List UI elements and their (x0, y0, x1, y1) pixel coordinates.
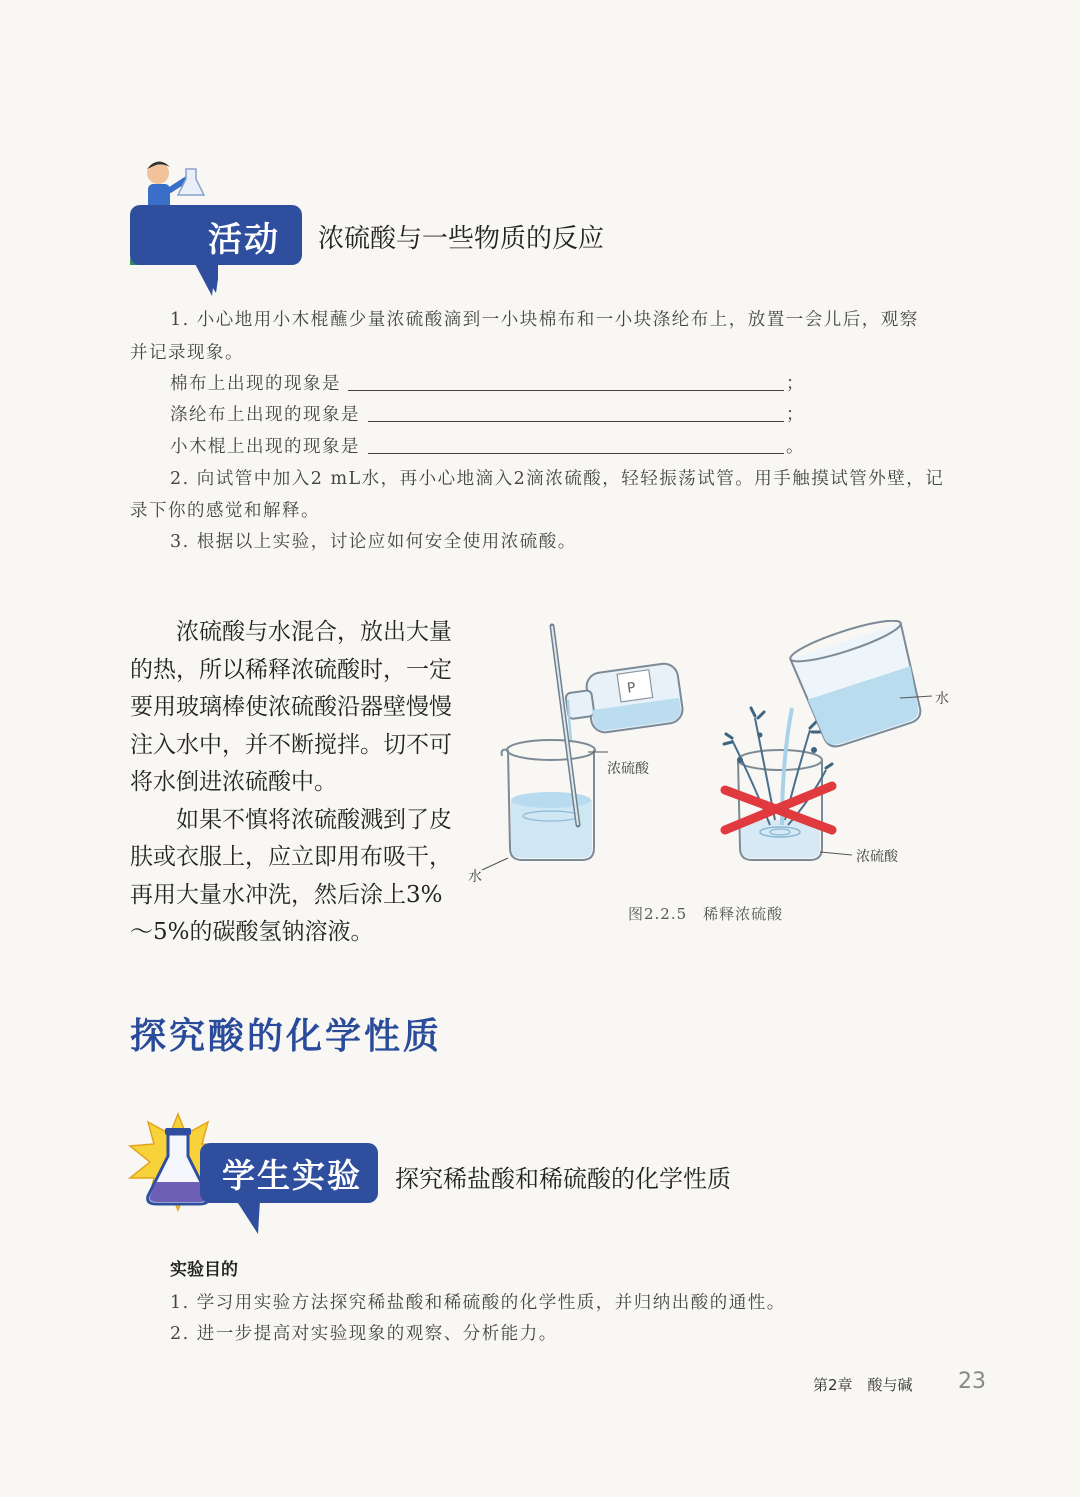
label-water-right: 水 (935, 691, 949, 707)
experiment-label: 学生实验 (222, 1156, 362, 1195)
activity-item-3: 3. 根据以上实验，讨论应如何安全使用浓硫酸。 (170, 532, 577, 552)
label-acid-left: 浓硫酸 (607, 761, 649, 777)
purpose-heading: 实验目的 (170, 1260, 238, 1280)
activity-item-1-line-1: 1. 小心地用小木棍蘸少量浓硫酸滴到一小块棉布和一小块涤纶布上，放置一会儿后，观察 (170, 310, 919, 330)
footer-chapter: 第2章 酸与碱 (813, 1376, 913, 1394)
body-paragraph-2: 如果不慎将浓硫酸溅到了皮肤或衣服上，应立即用布吸干，再用大量水冲洗，然后涂上3%～5%的碳酸氢钠溶液。 (130, 806, 452, 945)
page-number: 23 (958, 1369, 986, 1394)
section-title: 探究酸的化学性质 (130, 1016, 443, 1057)
wrong-method-illustration (724, 620, 932, 860)
activity-label: 活动 (208, 220, 280, 260)
blank-1-label: 棉布上出现的现象是 (170, 374, 341, 394)
body-text (130, 614, 455, 952)
blank-3-label: 小木棍上出现的现象是 (170, 437, 360, 457)
purpose-item-1: 1. 学习用实验方法探究稀盐酸和稀硫酸的化学性质，并归纳出酸的通性。 (170, 1293, 786, 1313)
figure-caption: 图2.2.5 稀释浓硫酸 (628, 905, 784, 923)
experiment-banner-tail (232, 1200, 264, 1236)
blank-1-end: ； (786, 374, 804, 394)
purpose-item-2: 2. 进一步提高对实验现象的观察、分析能力。 (170, 1324, 558, 1344)
correct-method-illustration (482, 626, 684, 870)
blank-2-input-line[interactable] (368, 421, 784, 422)
label-acid-right: 浓硫酸 (856, 849, 898, 865)
body-paragraph-1: 浓硫酸与水混合，放出大量的热，所以稀释浓硫酸时，一定要用玻璃棒使浓硫酸沿器壁慢慢注入水中，并不断搅拌。切不可将水倒进浓硫酸中。 (130, 619, 452, 795)
activity-banner-tail (192, 262, 222, 298)
svg-text:P: P (626, 679, 637, 697)
activity-title: 浓硫酸与一些物质的反应 (318, 224, 605, 254)
activity-item-2-line-1: 2. 向试管中加入2 mL水，再小心地滴入2滴浓硫酸，轻轻振荡试管。用手触摸试管外壁，记 (170, 469, 945, 489)
blank-3-end: 。 (786, 437, 804, 457)
label-water-left: 水 (468, 869, 482, 885)
blank-2-label: 涤纶布上出现的现象是 (170, 405, 360, 425)
blank-3-input-line[interactable] (368, 453, 784, 454)
experiment-title: 探究稀盐酸和稀硫酸的化学性质 (395, 1165, 731, 1193)
activity-item-1-line-2: 并记录现象。 (130, 343, 244, 363)
blank-2-end: ； (786, 405, 804, 425)
activity-item-2-line-2: 录下你的感觉和解释。 (130, 501, 320, 521)
blank-1-input-line[interactable] (348, 390, 784, 391)
